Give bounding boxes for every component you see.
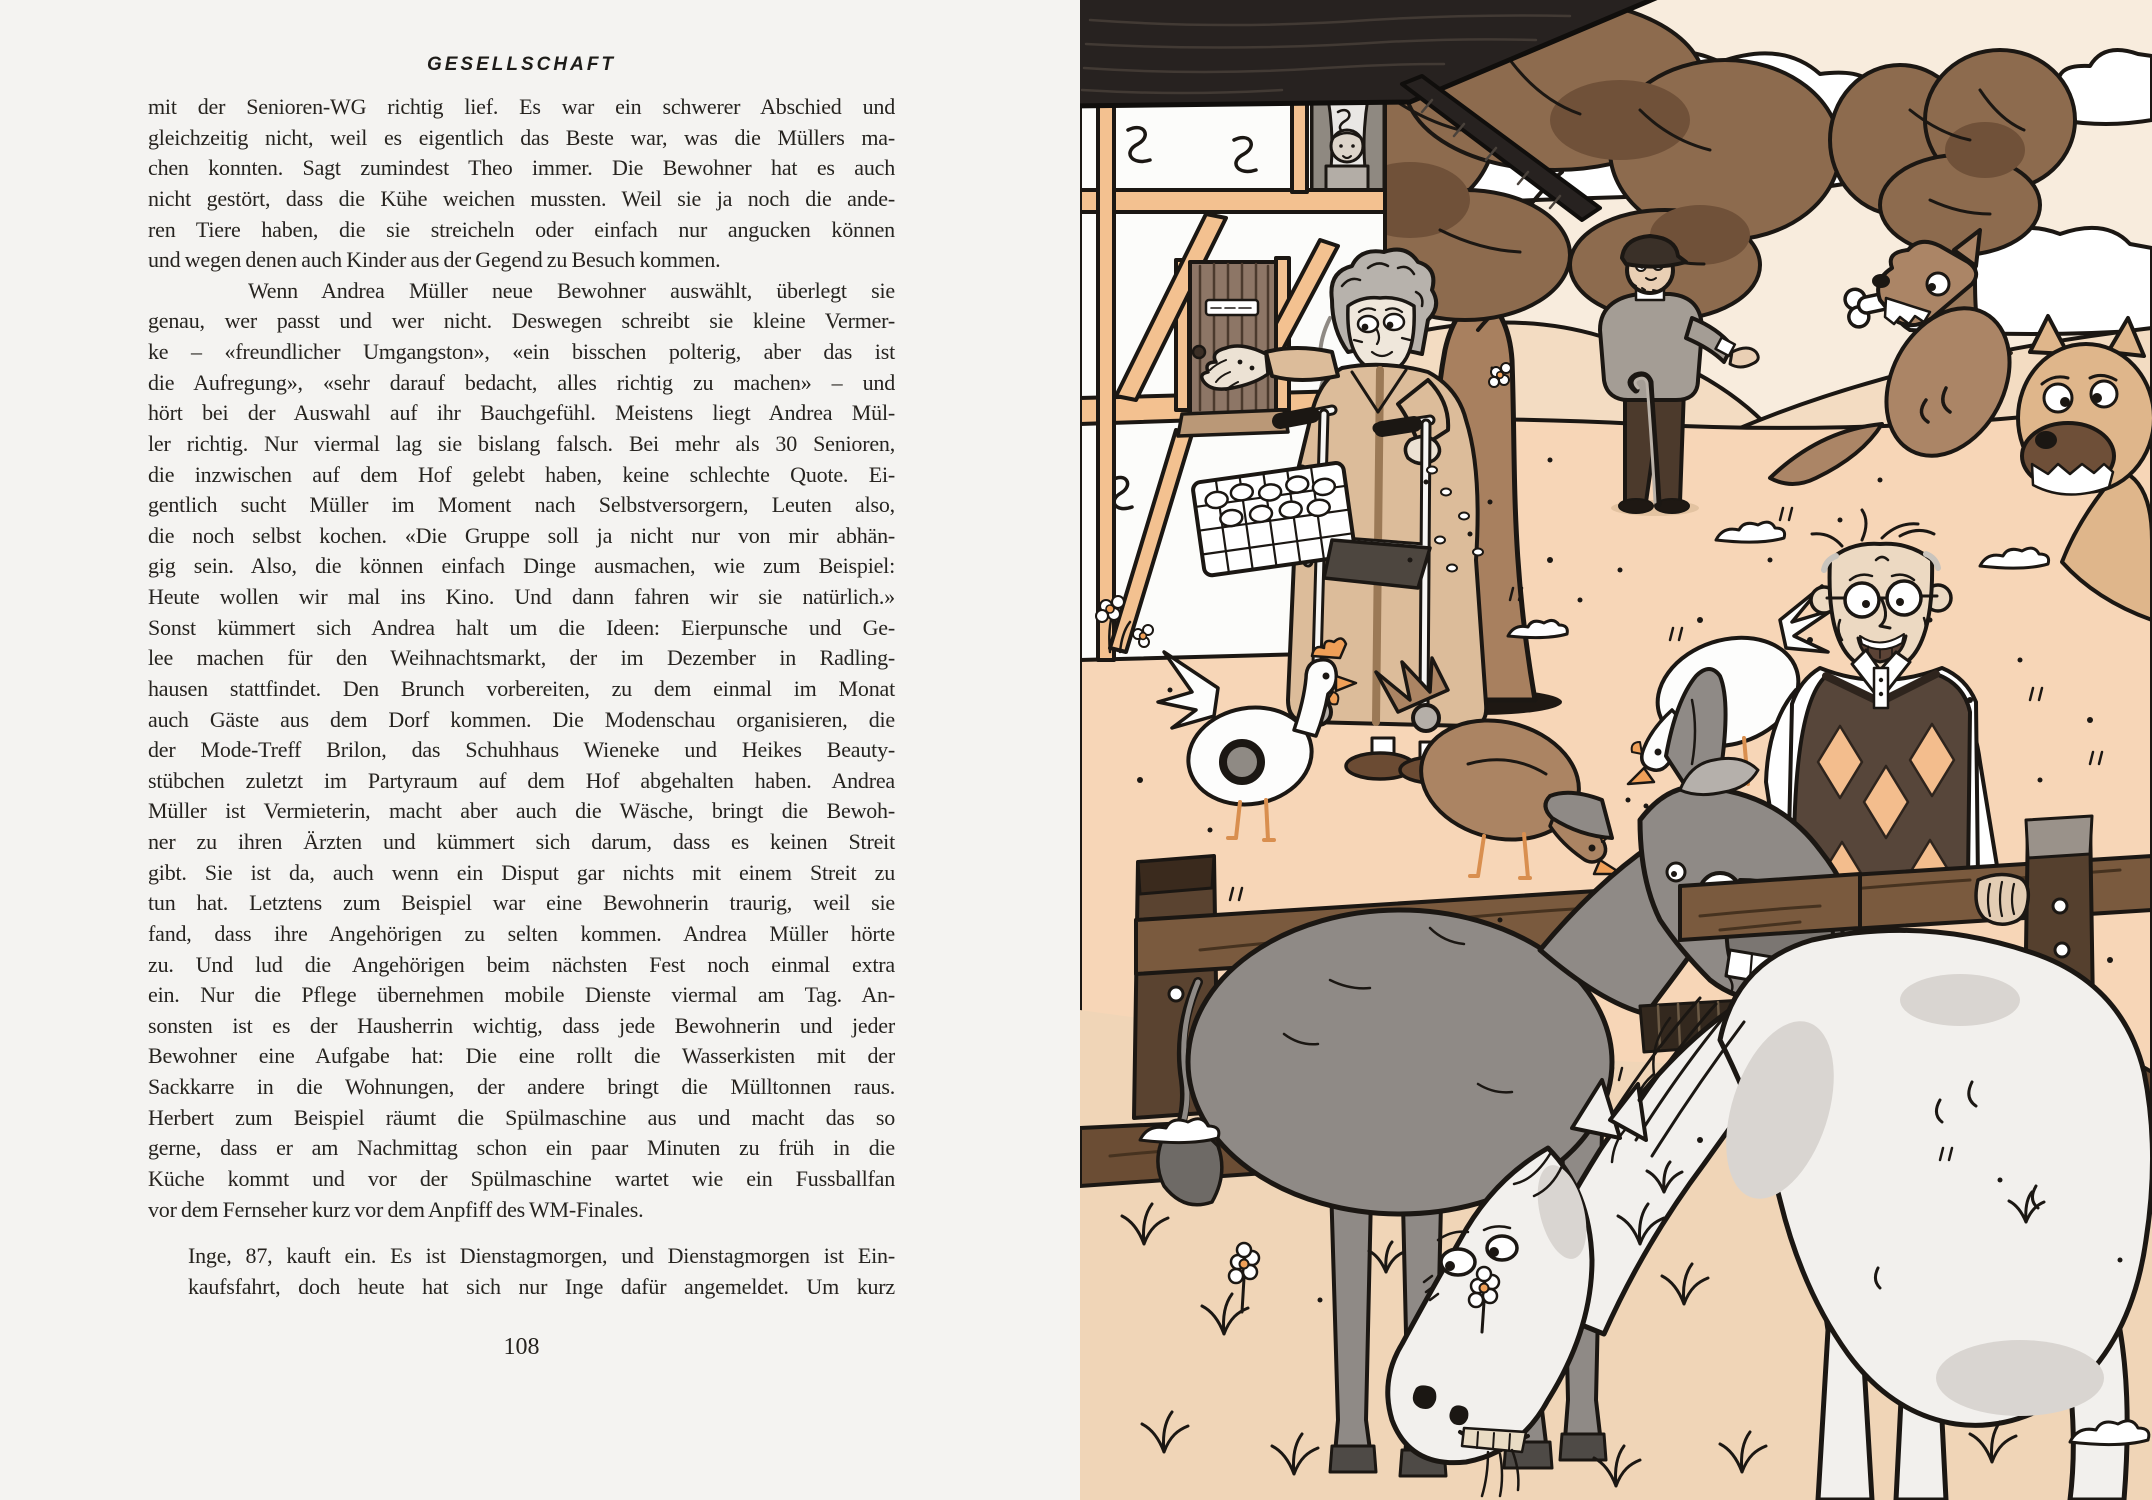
text-line: lee machen für den Weihnachtsmarkt, der im Dezember in Radling- [148,645,895,671]
glasses-lens [1887,581,1921,615]
right-page [1080,0,2152,1500]
text-line: Sackkarre in die Wohnungen, der andere bringt die Mülltonnen raus. [148,1074,895,1099]
door-step [1178,410,1288,436]
text-line: kaufsfahrt, doch heute hat sich nur Inge dafür angemeldet. Um kurz [188,1273,895,1299]
text-line: mit der Senioren-WG richtig lief. Es war ein schwerer Abschied und [148,94,895,119]
text-line: gerne, dass er am Nachmittag schon ein paar Minuten zu früh in die [148,1135,895,1161]
window-resident [1312,98,1384,192]
text-line: Herbert zum Beispiel räumt die Spülmaschine aus und macht das so [148,1104,895,1130]
text-line: fand, dass ihre Angehörigen zu selten kommen. Andrea Müller hörte [148,920,895,946]
text-line: stübchen zuletzt im Partyraum auf dem Hof abgehalten haben. Andrea [148,767,895,793]
text-line: sonsten ist es der Hausherrin wichtig, dass jede Bewohnerin und jeder [148,1012,895,1038]
text-line: hausen stattfindet. Den Brunch vorbereiten, zu dem einmal im Monat [148,675,895,701]
text-line: die Aufregung», «sehr darauf bedacht, alles richtig zu machen» – und [148,369,895,395]
text-line: die noch selbst kochen. «Die Gruppe soll ja nicht nur von mir abhän- [148,522,895,548]
text-line: gentlich sucht Müller im Moment nach Selbstversorgern, Leuten also, [148,492,895,518]
text-line: Küche kommt und vor der Spülmaschine wartet wie ein Fussballfan [148,1165,895,1191]
rail-over-muzzle [1680,874,1860,940]
text-line: gleichzeitig nicht, weil es eigentlich das Beste war, was die Müllers ma- [148,124,895,150]
text-line: ke – «freundlicher Umgangston», «ein bisschen polterig, aber das ist [148,339,895,364]
text-line: Wenn Andrea Müller neue Bewohner auswählt, überlegt sie [248,277,895,303]
text-line: ein. Nur die Pflege übernehmen mobile Dienste viermal am Tag. An- [148,982,895,1008]
text-line: Inge, 87, kauft ein. Es ist Dienstagmorgen, und Dienstagmorgen ist Ein- [188,1243,895,1269]
text-line: hört bei der Auswahl auf ihr Bauchgefühl. Meistens liegt Andrea Mül- [148,400,895,426]
text-line: gibt. Sie ist da, auch wenn ein Disput gar nichts mit einem Streit zu [148,859,895,885]
farm-illustration [1080,0,2152,1500]
text-line: gig sein. Also, die können einfach Dinge ausmachen, wie zum Beispiel: [148,553,895,579]
text-line: vor dem Fernseher kurz vor dem Anpfiff des WM-Finales. [148,1196,644,1222]
text-line: und wegen denen auch Kinder aus der Gegend zu Besuch kommen. [148,247,721,273]
text-line: Heute wollen wir mal ins Kino. Und dann fahren wir sie natürlich.» [148,584,895,609]
walker-seat [1324,540,1430,588]
door-handle [1193,346,1205,358]
text-line: ren Tiere haben, die sie streicheln oder einfach nur angucken können [148,216,895,242]
text-line: ner zu ihren Ärzten und kümmert sich darum, dass es keinen Streit [148,829,895,854]
text-line: auch Gäste aus dem Dorf kommen. Die Modenschau organisieren, die [148,706,895,732]
text-line: nicht gestört, dass die Kühe weichen mussten. Weil sie ja noch die ande- [148,185,895,211]
text-line: zu. Und lud die Angehörigen beim nächsten Fest noch einmal extra [148,951,895,977]
text-line: chen konnten. Sagt zumindest Theo immer. Die Bewohner hat es auch [148,155,895,181]
glasses-lens [1845,583,1879,617]
text-line: Müller ist Vermieterin, macht aber auch die Wäsche, bringt die Bewoh- [148,798,895,824]
text-line: genau, wer passt und wer nicht. Deswegen schreibt sie kleine Vermer- [148,308,895,334]
text-line: tun hat. Letztens zum Beispiel war eine Bewohnerin traurig, weil sie [148,890,895,916]
text-line: Bewohner eine Aufgabe hat: Die eine rollt die Wasserkisten mit der [148,1043,895,1069]
text-line: der Mode-Treff Brilon, das Schuhhaus Wieneke und Heikes Beauty- [148,737,895,763]
text-line: ler richtig. Nur viermal lag sie bislang falsch. Bei mehr als 30 Senioren, [148,430,895,456]
text-line: die inzwischen auf dem Hof gelebt haben, keine schlechte Quote. Ei- [148,461,895,487]
article-text [148,92,895,1302]
section-header: GESELLSCHAFT [426,54,617,75]
text-line: Sonst kümmert sich Andrea halt um die Ideen: Eierpunsche und Ge- [148,614,895,640]
page-number: 108 [503,1334,540,1360]
